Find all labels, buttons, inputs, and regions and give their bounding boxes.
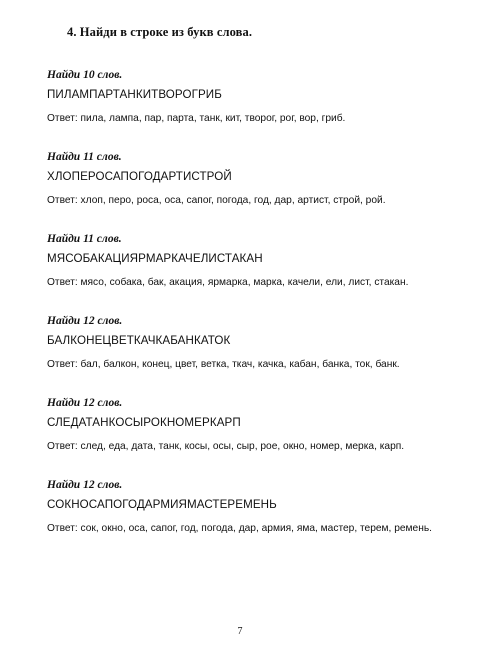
answer-text: Ответ: пила, лампа, пар, парта, танк, кит, творог, рог, вор, гриб.: [47, 113, 346, 124]
block-title: Найди 12 слов.: [47, 315, 123, 327]
block-title: Найди 11 слов.: [47, 151, 122, 163]
exercise-block-3: [47, 232, 445, 291]
letter-string: МЯСОБАКАЦИЯРМАРКАЧЕЛИСТАКАН: [47, 252, 263, 265]
exercise-block-4: [47, 314, 445, 373]
answer-text: Ответ: мясо, собака, бак, акация, ярмарка, марка, качели, ели, лист, стакан.: [47, 277, 409, 288]
exercise-block-5: [47, 396, 445, 455]
letter-string: СОКНОСАПОГОДАРМИЯМАСТЕРЕМЕНЬ: [47, 498, 277, 511]
exercise-block-2: [47, 150, 445, 209]
block-title: Найди 11 слов.: [47, 233, 122, 245]
page-number: 7: [237, 626, 243, 637]
answer-text: Ответ: хлоп, перо, роса, оса, сапог, погода, год, дар, артист, строй, рой.: [47, 195, 386, 206]
exercise-block-1: [47, 68, 445, 127]
letter-string: БАЛКОНЕЦВЕТКАЧКАБАНКАТОК: [47, 334, 231, 347]
exercise-heading: 4. Найди в строке из букв слова.: [67, 25, 253, 39]
answer-text: Ответ: след, еда, дата, танк, косы, осы, сыр, рое, окно, номер, мерка, карп.: [47, 441, 405, 452]
letter-string: ХЛОПЕРОСАПОГОДАРТИСТРОЙ: [47, 170, 232, 183]
block-title: Найди 10 слов.: [47, 69, 123, 81]
letter-string: ПИЛАМПАРТАНКИТВОРОГРИБ: [47, 88, 222, 101]
block-title: Найди 12 слов.: [47, 397, 123, 409]
block-title: Найди 12 слов.: [47, 479, 123, 491]
answer-text: Ответ: бал, балкон, конец, цвет, ветка, ткач, качка, кабан, банка, ток, банк.: [47, 359, 400, 370]
letter-string: СЛЕДАТАНКОСЫРОКНОМЕРКАРП: [47, 416, 241, 429]
answer-text: Ответ: сок, окно, оса, сапог, год, погода, дар, армия, яма, мастер, терем, ремень.: [47, 523, 432, 534]
exercise-block-6: [47, 478, 445, 537]
